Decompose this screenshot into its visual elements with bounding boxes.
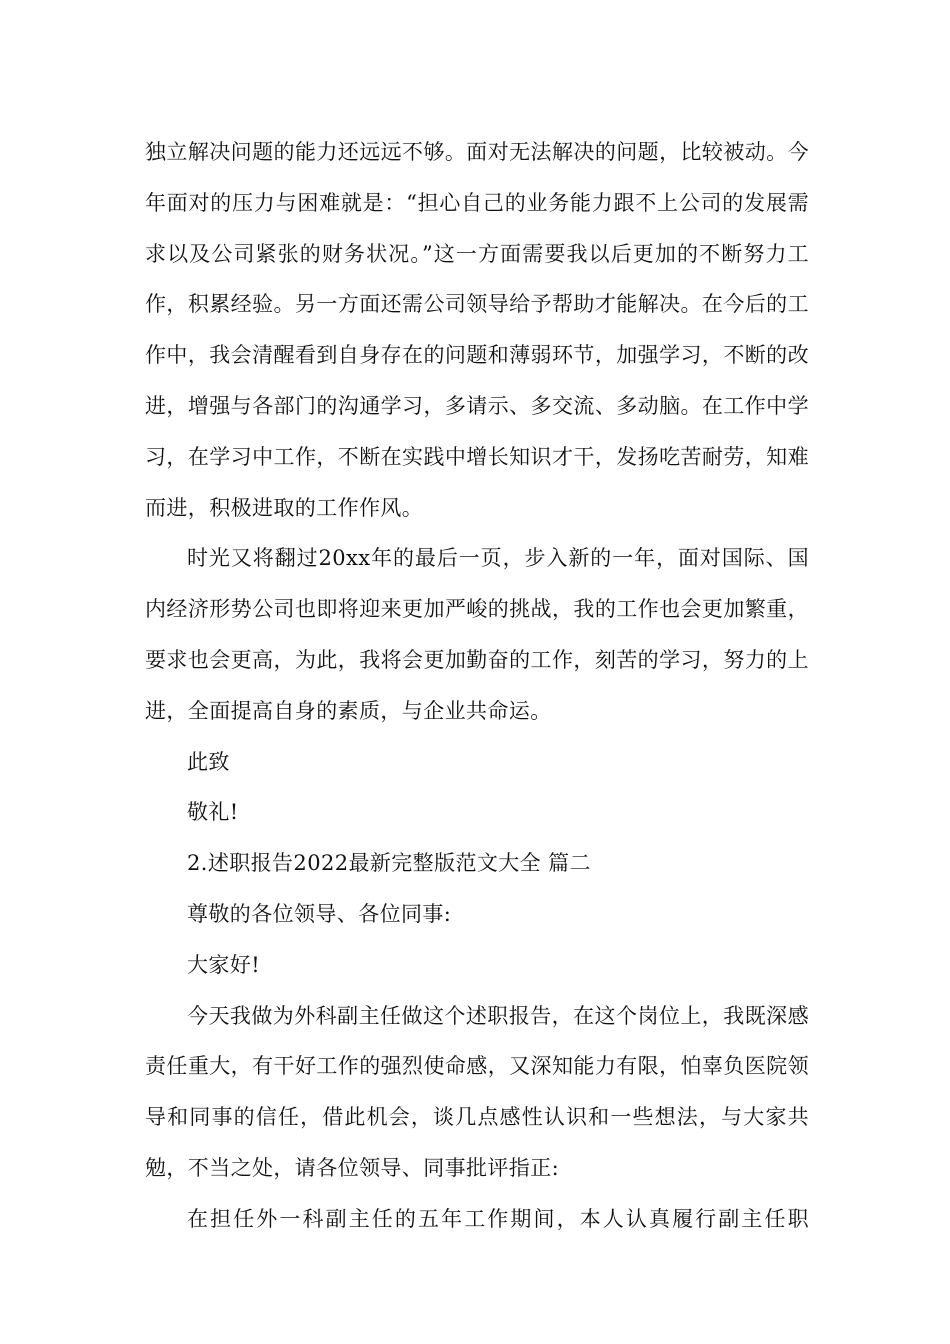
section-heading: 2.述职报告2022最新完整版范文大全 篇二	[187, 851, 591, 876]
document-body	[145, 127, 809, 1245]
greeting-hello: 大家好!	[187, 952, 261, 977]
paragraph-2: 时光又将翻过20xx年的最后一页，步入新的一年，面对国际、国内经济形势公司也即将迎来更加严峻的挑战，我的工作也会更加繁重，要求也会更高，为此，我将会更加勤奋的工作，刻苦的学习，努力的上进，全面提高自身的素质，与企业共命运。	[145, 546, 809, 723]
paragraph-1: 独立解决问题的能力还远远不够。面对无法解决的问题，比较被动。今年面对的压力与困难就是：“担心自己的业务能力跟不上公司的发展需求以及公司紧张的财务状况。”这一方面需要我以后更加的不断努力工作，积累经验。另一方面还需公司领导给予帮助才能解决。在今后的工作中，我会清醒看到自身存在的问题和薄弱环节，加强学习，不断的改进，增强与各部门的沟通学习，多请示、多交流、多动脑。在工作中学习，在学习中工作，不断在实践中增长知识才干，发扬吃苦耐劳，知难而进，积极进取的工作作风。	[145, 140, 809, 520]
closing-regards: 敬礼!	[187, 800, 239, 825]
paragraph-4: 在担任外一科副主任的五年工作期间，本人认真履行副主任职	[187, 1206, 809, 1231]
paragraph-3: 今天我做为外科副主任做这个述职报告，在这个岗位上，我既深感责任重大，有干好工作的强烈使命感，又深知能力有限，怕辜负医院领导和同事的信任，借此机会，谈几点感性认识和一些想法，与大家共勉，不当之处，请各位领导、同事批评指正:	[145, 1003, 809, 1180]
closing-salutation: 此致	[187, 749, 230, 774]
greeting-line: 尊敬的各位领导、各位同事:	[187, 901, 452, 926]
